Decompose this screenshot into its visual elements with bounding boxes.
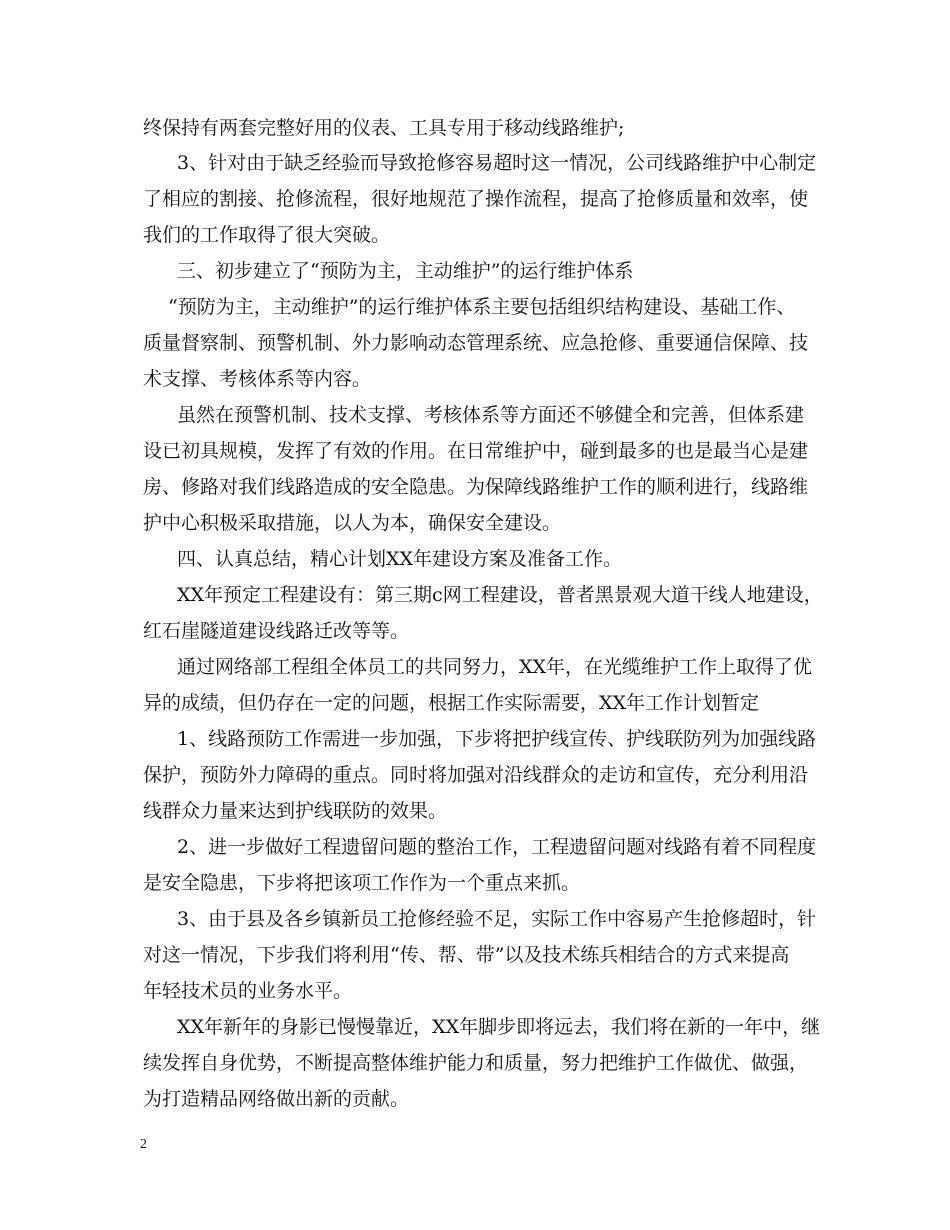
text-line: 护中心积极采取措施，以人为本，确保安全建设。: [143, 512, 562, 534]
text-line: 通过网络部工程组全体员工的共同努力，XX年，在光缆维护工作上取得了优: [177, 656, 813, 678]
page-number: 2: [140, 1137, 147, 1152]
text-line: 红石崖隧道建设线路迁改等等。: [143, 620, 410, 642]
text-line: 是安全隐患，下步将把该项工作作为一个重点来抓。: [143, 872, 581, 894]
text-line: XX年预定工程建设有：第三期c网工程建设，普者黑景观大道干线人地建设，: [177, 584, 823, 606]
text-line: 3、由于县及各乡镇新员工抢修经验不足，实际工作中容易产生抢修超时，针: [177, 908, 817, 930]
text-line: 终保持有两套完整好用的仪表、工具专用于移动线路维护;: [143, 117, 625, 139]
text-line: 1、线路预防工作需进一步加强，下步将把护线宣传、护线联防列为加强线路: [177, 728, 817, 750]
text-line: 设已初具规模，发挥了有效的作用。在日常维护中，碰到最多的也是最当心是建: [143, 440, 809, 462]
text-line: 房、修路对我们线路造成的安全隐患。为保障线路维护工作的顺利进行，线路维: [143, 476, 809, 498]
text-line: 对这一情况，下步我们将利用“传、帮、带”以及技术练兵相结合的方式来提高: [143, 944, 790, 966]
text-line: 续发挥自身优势，不断提高整体维护能力和质量，努力把维护工作做优、做强，: [143, 1052, 809, 1074]
text-line: 异的成绩，但仍存在一定的问题，根据工作实际需要，XX年工作计划暂定: [143, 692, 760, 714]
text-line: 术支撑、考核体系等内容。: [143, 368, 372, 390]
text-line: “预防为主，主动维护”的运行维护体系主要包括组织结构建设、基础工作、: [168, 296, 796, 318]
text-line: 我们的工作取得了很大突破。: [143, 224, 391, 246]
text-line: XX年新年的身影已慢慢靠近，XX年脚步即将远去，我们将在新的一年中，继: [177, 1016, 821, 1038]
text-line: 2、进一步做好工程遗留问题的整治工作，工程遗留问题对线路有着不同程度: [177, 836, 817, 858]
text-line: 为打造精品网络做出新的贡献。: [143, 1088, 410, 1110]
text-line: 线群众力量来达到护线联防的效果。: [143, 800, 448, 822]
section-heading: 三、初步建立了“预防为主，主动维护”的运行维护体系: [177, 260, 634, 282]
text-line: 3、针对由于缺乏经验而导致抢修容易超时这一情况，公司线路维护中心制定: [177, 152, 817, 174]
text-line: 质量督察制、预警机制、外力影响动态管理系统、应急抢修、重要通信保障、技: [143, 332, 809, 354]
text-line: 年轻技术员的业务水平。: [143, 980, 353, 1002]
text-line: 保护，预防外力障碍的重点。同时将加强对沿线群众的走访和宣传，充分利用沿: [143, 764, 809, 786]
section-heading: 四、认真总结，精心计划XX年建设方案及准备工作。: [177, 548, 623, 570]
text-line: 虽然在预警机制、技术支撑、考核体系等方面还不够健全和完善，但体系建: [177, 404, 805, 426]
text-line: 了相应的割接、抢修流程，很好地规范了操作流程，提高了抢修质量和效率，使: [143, 188, 809, 210]
